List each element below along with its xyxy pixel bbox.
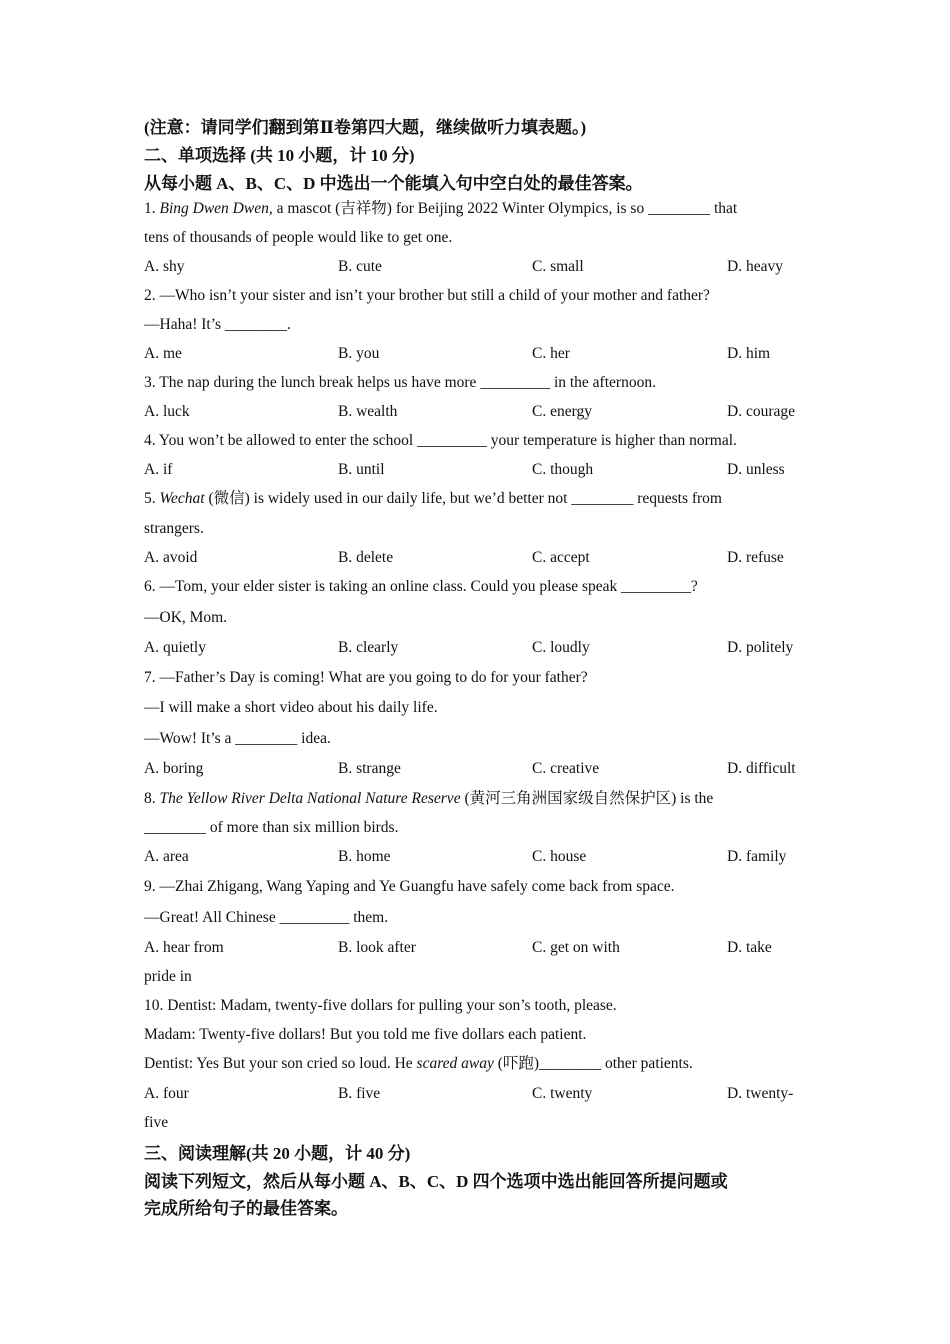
option-d[interactable]: D. take <box>727 939 772 956</box>
option-d[interactable]: D. courage <box>727 403 795 420</box>
option-d[interactable]: D. him <box>727 345 771 362</box>
option-d[interactable]: D. twenty- <box>727 1085 794 1102</box>
option-c[interactable]: C. twenty <box>532 1085 593 1102</box>
option-c[interactable]: C. loudly <box>532 639 590 656</box>
question-stem: 2. —Who isn’t your sister and isn’t your brother but still a child of your mother and father? <box>144 287 710 304</box>
question-stem: tens of thousands of people would like to get one. <box>144 229 453 246</box>
option-b[interactable]: B. clearly <box>338 639 399 656</box>
option-d[interactable]: D. family <box>727 848 787 865</box>
option-a[interactable]: A. if <box>144 461 173 478</box>
option-c[interactable]: C. small <box>532 258 584 275</box>
option-d[interactable]: D. heavy <box>727 258 783 275</box>
question-stem: 4. You won’t be allowed to enter the school _________ your temperature is higher than normal. <box>144 432 737 449</box>
question-stem: strangers. <box>144 520 204 537</box>
question-stem: —I will make a short video about his daily life. <box>144 699 438 716</box>
option-c[interactable]: C. house <box>532 848 587 865</box>
notice: (注意：请同学们翻到第Ⅱ卷第四大题，继续做听力填表题。) <box>144 118 587 137</box>
question-stem: —OK, Mom. <box>144 609 228 626</box>
option-c[interactable]: C. get on with <box>532 939 620 956</box>
option-b[interactable]: B. delete <box>338 549 394 566</box>
option-a[interactable]: A. luck <box>144 403 190 420</box>
option-b[interactable]: B. strange <box>338 760 401 777</box>
option-b[interactable]: B. look after <box>338 939 416 956</box>
section3-instruction: 阅读下列短文，然后从每小题 A、B、C、D 四个选项中选出能回答所提问题或 <box>144 1172 728 1191</box>
option-b[interactable]: B. you <box>338 345 380 362</box>
option-a[interactable]: A. shy <box>144 258 185 275</box>
option-d[interactable]: D. difficult <box>727 760 796 777</box>
question-stem: 7. —Father’s Day is coming! What are you going to do for your father? <box>144 669 588 686</box>
option-a[interactable]: A. hear from <box>144 939 224 956</box>
option-c[interactable]: C. her <box>532 345 570 362</box>
section3-instruction: 完成所给句子的最佳答案。 <box>144 1199 348 1218</box>
section3-title: 三、阅读理解(共 20 小题，计 40 分) <box>144 1144 411 1163</box>
question-stem: 3. The nap during the lunch break helps us have more _________ in the afternoon. <box>144 374 656 391</box>
option-b[interactable]: B. until <box>338 461 385 478</box>
question-stem: ________ of more than six million birds. <box>144 819 399 836</box>
question-stem: 9. —Zhai Zhigang, Wang Yaping and Ye Guangfu have safely come back from space. <box>144 878 675 895</box>
option-d[interactable]: D. refuse <box>727 549 784 566</box>
question-stem: 6. —Tom, your elder sister is taking an online class. Could you please speak _________? <box>144 578 698 595</box>
option-c[interactable]: C. though <box>532 461 594 478</box>
option-a[interactable]: A. boring <box>144 760 204 777</box>
option-b[interactable]: B. home <box>338 848 391 865</box>
question-stem: 10. Dentist: Madam, twenty-five dollars for pulling your son’s tooth, please. <box>144 997 617 1014</box>
option-b[interactable]: B. cute <box>338 258 382 275</box>
option-d-wrap: five <box>144 1114 169 1131</box>
option-a[interactable]: A. avoid <box>144 549 198 566</box>
section2-title: 二、单项选择 (共 10 小题，计 10 分) <box>144 146 415 165</box>
option-d-wrap: pride in <box>144 968 192 985</box>
question-stem: Dentist: Yes But your son cried so loud. He scared away (吓跑)________ other patients. <box>144 1055 693 1072</box>
option-a[interactable]: A. quietly <box>144 639 206 656</box>
option-b[interactable]: B. five <box>338 1085 381 1102</box>
option-d[interactable]: D. politely <box>727 639 794 656</box>
question-stem: 1. Bing Dwen Dwen, a mascot (吉祥物) for Beijing 2022 Winter Olympics, is so ________ that <box>144 200 738 217</box>
question-stem: —Haha! It’s ________. <box>144 316 291 333</box>
option-c[interactable]: C. energy <box>532 403 592 420</box>
option-a[interactable]: A. four <box>144 1085 189 1102</box>
question-stem: 8. The Yellow River Delta National Nature Reserve (黄河三角洲国家级自然保护区) is the <box>144 790 714 807</box>
option-a[interactable]: A. area <box>144 848 189 865</box>
option-c[interactable]: C. accept <box>532 549 590 566</box>
question-stem: 5. Wechat (微信) is widely used in our daily life, but we’d better not ________ requests from <box>144 490 722 507</box>
section2-instruction: 从每小题 A、B、C、D 中选出一个能填入句中空白处的最佳答案。 <box>144 174 643 193</box>
option-a[interactable]: A. me <box>144 345 182 362</box>
question-stem: —Great! All Chinese _________ them. <box>144 909 389 926</box>
question-stem: Madam: Twenty-five dollars! But you told me five dollars each patient. <box>144 1026 587 1043</box>
option-d[interactable]: D. unless <box>727 461 785 478</box>
option-c[interactable]: C. creative <box>532 760 600 777</box>
option-b[interactable]: B. wealth <box>338 403 398 420</box>
question-stem: —Wow! It’s a ________ idea. <box>144 730 331 747</box>
